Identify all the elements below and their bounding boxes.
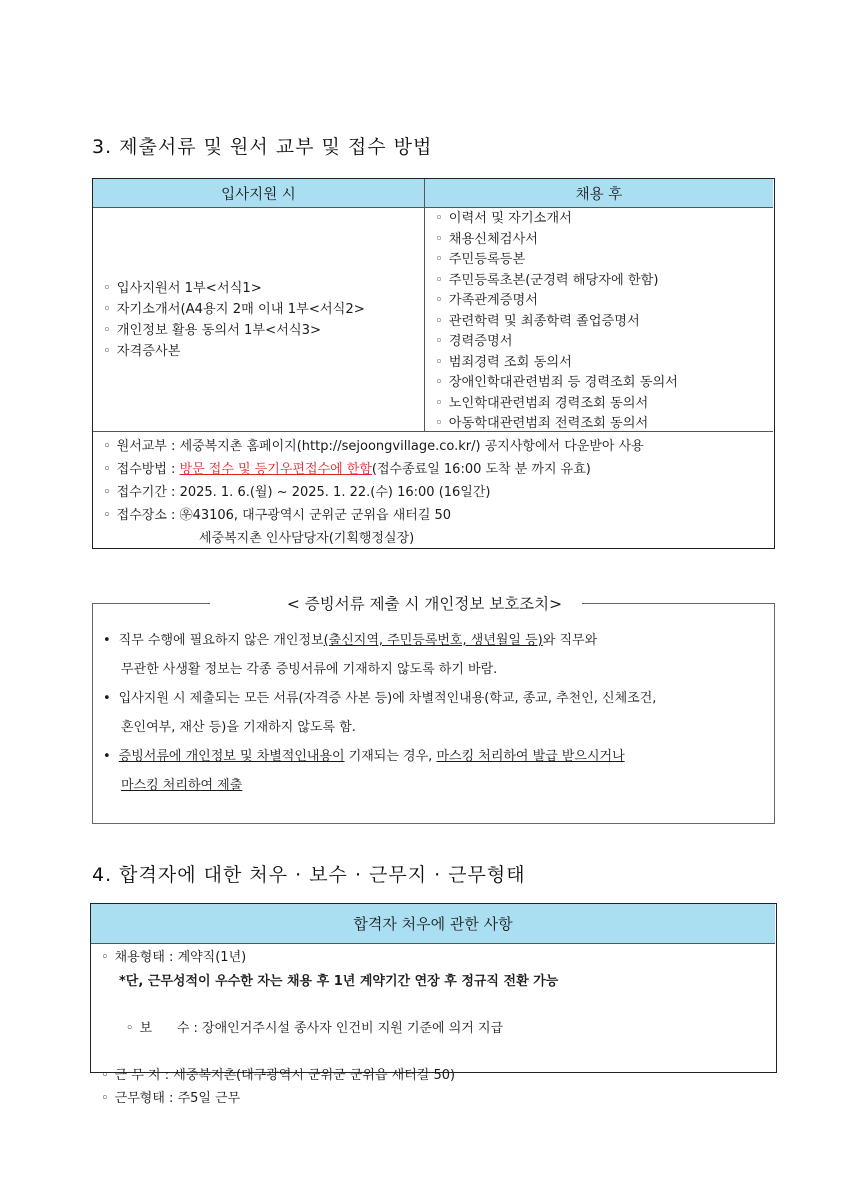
treatment-table [90,903,777,1106]
list-item: ◦ 주민등록초본(군경력 해당자에 한함) [435,272,659,288]
pay-row: ◦ 보 수 : 장애인거주시설 종사자 인건비 지원 기준에 의거 지급 [125,1020,504,1036]
work-form-row: ◦ 근무형태 : 주5일 근무 [101,1091,241,1106]
list-item: ◦ 장애인학대관련범죄 등 경력조회 동의서 [435,375,678,390]
list-item: ◦ 범죄경력 조회 동의서 [435,354,572,370]
section-3-title: 3. 제출서류 및 원서 교부 및 접수 방법 [92,136,433,158]
list-item: ◦ 개인정보 활용 동의서 1부<서식3> [103,323,322,338]
workplace-row: ◦ 근 무 지 : 세중복지촌(대구광역시 군위군 군위읍 새터길 50) [101,1067,456,1083]
list-item: ◦ 아동학대관련범죄 전력조회 동의서 [435,416,649,431]
apply-docs-cell [93,208,425,432]
section-4-title: 4. 합격자에 대한 처우 · 보수 · 근무지 · 근무형태 [92,864,526,886]
privacy-item-3: • 증빙서류에 개인정보 및 차별적인내용이 기재되는 경우, 마스킹 처리하여 발급 받으시거나 [103,749,625,764]
list-item: ◦ 노인학대관련범죄 경력조회 동의서 [435,395,649,411]
place-row: ◦ 접수장소 : ㉾43106, 대구광역시 군위군 군위읍 새터길 50 [103,508,452,523]
issue-row: ◦ 원서교부 : 세중복지촌 홈페이지(http://sejoongvillage.co.kr/) 공지사항에서 다운받아 사용 [103,439,644,454]
after-hire-docs-cell [425,208,773,432]
method-row: ◦ 접수방법 : 방문 접수 및 등기우편접수에 한함(접수종료일 16:00 도착 분 까지 유효) [103,462,591,477]
col-header-after-hire: 채용 후 [425,179,773,208]
list-item: ◦ 관련학력 및 최종학력 졸업증명서 [435,313,640,329]
list-item: ◦ 주민등록등본 [435,252,526,267]
privacy-item-3-cont: 마스킹 처리하여 제출 [121,778,243,793]
employment-type-note: *단, 근무성적이 우수한 자는 채용 후 1년 계약기간 연장 후 정규직 전환 가능 [119,973,559,989]
col-header-apply: 입사지원 시 [93,179,425,208]
list-item: ◦ 가족관계증명서 [435,293,538,308]
treatment-content [101,946,771,1111]
employment-type-row: ◦ 채용형태 : 계약직(1년) [101,950,247,965]
method-highlight: 방문 접수 및 등기우편접수에 한함 [179,462,372,477]
apply-docs-list [103,278,365,362]
privacy-item-2-cont: 혼인여부, 재산 등)을 기재하지 않도록 함. [121,720,356,735]
treatment-table-header: 합격자 처우에 관한 사항 [91,904,775,944]
submission-table [92,178,775,549]
submission-info [103,435,773,550]
privacy-content [103,626,773,800]
place-row-2: 세중복지촌 인사담당자(기획행정실장) [199,531,415,546]
privacy-title-text: < 증빙서류 제출 시 개인정보 보호조치> [286,595,563,613]
list-item: ◦ 입사지원서 1부<서식1> [103,281,262,296]
privacy-item-1: • 직무 수행에 필요하지 않은 개인정보(출신지역, 주민등록번호, 생년월일 등)와 직무와 [103,633,598,648]
after-hire-docs-list [435,209,678,435]
list-item: ◦ 자격증사본 [103,344,181,359]
period-row: ◦ 접수기간 : 2025. 1. 6.(월) ~ 2025. 1. 22.(수) 16:00 (16일간) [103,485,491,500]
list-item: ◦ 자기소개서(A4용지 2매 이내 1부<서식2> [103,302,365,317]
privacy-item-1-cont: 무관한 사생활 정보는 각종 증빙서류에 기재하지 않도록 하기 바람. [121,662,498,677]
list-item: ◦ 경력증명서 [435,334,513,349]
privacy-item-2: • 입사지원 시 제출되는 모든 서류(자격증 사본 등)에 차별적인내용(학교, 종교, 추천인, 신체조건, [103,691,657,706]
list-item: ◦ 채용신체검사서 [435,231,538,247]
list-item: ◦ 이력서 및 자기소개서 [435,211,572,226]
